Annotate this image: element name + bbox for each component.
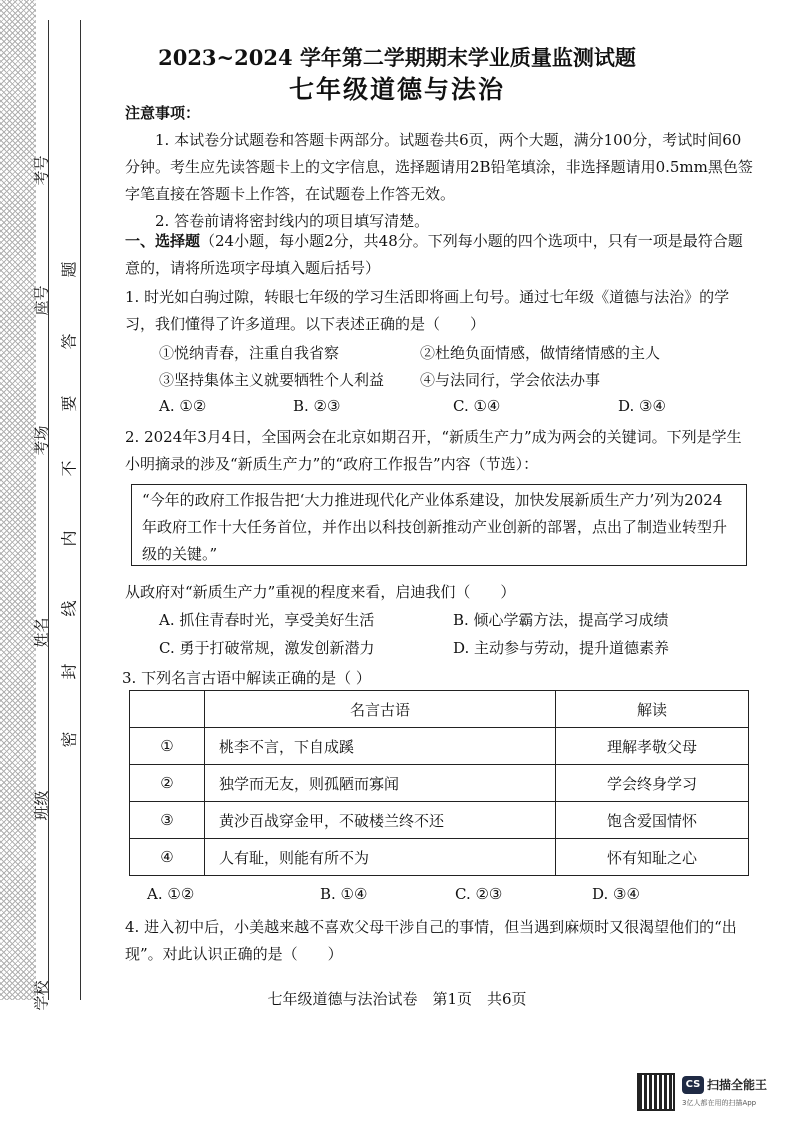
table-cell: 黄沙百战穿金甲，不破楼兰终不还	[205, 802, 556, 839]
q2-option: B. 倾心学霸方法，提高学习成绩	[453, 611, 669, 629]
table-row	[130, 839, 749, 876]
notes-item: 2. 答卷前请将密封线内的项目填写清楚。	[155, 212, 430, 230]
table-cell: 桃李不言，下自成蹊	[205, 728, 556, 765]
q1-option: C. ①④	[453, 397, 501, 415]
q1-option: D. ③④	[618, 397, 666, 415]
table-cell: ②	[130, 765, 205, 802]
table-cell: ①	[130, 728, 205, 765]
camscanner-logo: CS	[682, 1076, 704, 1094]
table-header-cell: 解读	[556, 691, 749, 728]
table-cell: 人有耻，则能有所不为	[205, 839, 556, 876]
q2-quote-box: “今年的政府工作报告把‘大力推进现代化产业体系建设，加快发展新质生产力’列为2024年政府工作十大任务首位，并作出以科技创新推动产业创新的部署，点出了制造业转型升级的关键。”	[131, 484, 747, 566]
field-exam-number: 考号	[32, 155, 51, 186]
subject-title: 七年级道德与法治	[288, 75, 505, 104]
q1-item: ②杜绝负面情感，做情绪情感的主人	[420, 344, 661, 362]
q2-option: D. 主动参与劳动，提升道德素养	[453, 639, 670, 657]
section-heading	[125, 228, 755, 282]
seal-char: 答	[59, 333, 79, 350]
q2-option: A. 抓住青春时光，享受美好生活	[159, 611, 375, 629]
q3-option: A. ①②	[147, 885, 195, 903]
table-cell: 独学而无友，则孤陋而寡闻	[205, 765, 556, 802]
q3-option: C. ②③	[455, 885, 503, 903]
table-cell: ③	[130, 802, 205, 839]
field-school: 学校	[32, 980, 51, 1011]
seal-line-inner	[80, 20, 81, 1000]
binding-margin-pattern	[0, 0, 36, 1000]
table-cell: ④	[130, 839, 205, 876]
field-seat-number: 座号	[32, 285, 51, 316]
notes-heading: 注意事项：	[125, 104, 201, 122]
seal-char: 内	[59, 530, 79, 547]
question-4-stem: 4. 进入初中后，小美越来越不喜欢父母干涉自己的事情，但当遇到麻烦时又很渴望他们的“出现”。对此认识正确的是（ ）	[125, 918, 737, 963]
field-name: 姓名	[32, 617, 51, 648]
table-row	[130, 728, 749, 765]
q1-item: ③坚持集体主义就要牺牲个人利益	[159, 371, 385, 389]
seal-char: 封	[59, 663, 79, 680]
seal-char: 题	[59, 261, 79, 278]
table-cell: 怀有知耻之心	[556, 839, 749, 876]
seal-char: 不	[59, 460, 79, 477]
table-cell: 理解孝敬父母	[556, 728, 749, 765]
table-header-row	[130, 691, 749, 728]
qr-code	[637, 1073, 675, 1111]
field-exam-room: 考场	[32, 425, 51, 456]
question-1-stem: 1. 时光如白驹过隙，转眼七年级的学习生活即将画上句号。通过七年级《道德与法治》的学习，我们懂得了许多道理。以下表述正确的是（ ）	[125, 288, 730, 333]
q1-item: ①悦纳青春，注重自我省察	[159, 344, 340, 362]
seal-char: 要	[59, 395, 79, 412]
seal-char: 线	[59, 600, 79, 617]
q3-option: D. ③④	[592, 885, 640, 903]
table-header-cell: 名言古语	[205, 691, 556, 728]
q3-table	[129, 690, 749, 876]
q2-question: 从政府对“新质生产力”重视的程度来看，启迪我们（ ）	[125, 583, 516, 601]
camscanner-name: 扫描全能王	[707, 1078, 768, 1092]
q1-option: A. ①②	[159, 397, 207, 415]
page-footer: 七年级道德与法治试卷 第1页 共6页	[267, 990, 527, 1008]
camscanner-tagline: 3亿人都在用的扫描App	[682, 1099, 757, 1107]
seal-char: 密	[59, 731, 79, 748]
q1-option: B. ②③	[293, 397, 341, 415]
section-title: 一、选择题	[125, 232, 201, 250]
table-cell: 学会终身学习	[556, 765, 749, 802]
field-class: 班级	[32, 790, 51, 821]
table-row	[130, 765, 749, 802]
notes-item: 1. 本试卷分试题卷和答题卡两部分。试题卷共6页，两个大题，满分100分，考试时间60分钟。考生应先读答题卡上的文字信息，选择题请用2B铅笔填涂，非选择题请用0.5mm黑色签字笔直接在答题卡上作答，在试题卷上作答无效。	[125, 131, 753, 203]
table-row	[130, 802, 749, 839]
notes-section	[125, 100, 755, 235]
exam-title: 2023~2024 学年第二学期期末学业质量监测试题	[158, 45, 636, 70]
q3-option: B. ①④	[320, 885, 368, 903]
q1-item: ④与法同行，学会依法办事	[420, 371, 601, 389]
table-cell: 饱含爱国情怀	[556, 802, 749, 839]
question-3-stem: 3. 下列名言古语中解读正确的是（ ）	[122, 669, 371, 687]
q2-option: C. 勇于打破常规，激发创新潜力	[159, 639, 375, 657]
table-header-cell	[130, 691, 205, 728]
question-2-stem: 2. 2024年3月4日，全国两会在北京如期召开，“新质生产力”成为两会的关键词。下列是学生小明摘录的涉及“新质生产力”的“政府工作报告”内容（节选）：	[125, 428, 742, 473]
section-desc: （24小题，每小题2分，共48分。下列每小题的四个选项中，只有一项是最符合题意的，请将所选项字母填入题后括号）	[125, 232, 743, 277]
